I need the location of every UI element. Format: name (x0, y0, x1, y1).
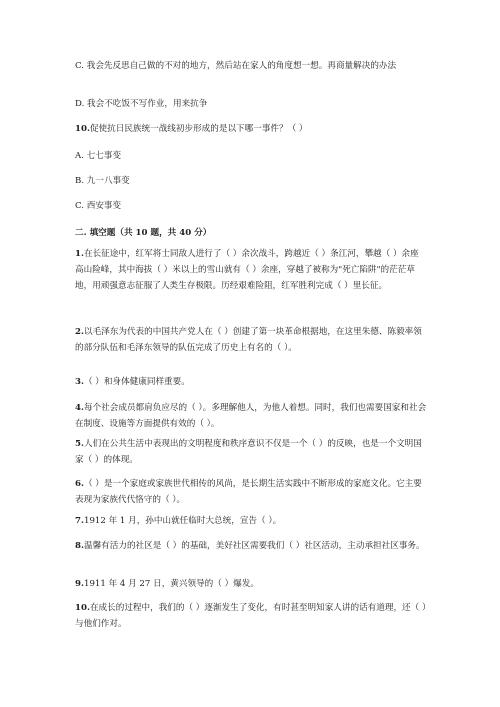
question-number: 9. (75, 579, 84, 589)
question-number: 6. (75, 479, 84, 489)
option-c-q10: C. 西安事变 (75, 201, 122, 211)
question-text: （ ）是一个家庭或家族世代相传的风尚，是长期生活实践中不断形成的家庭文化。它主要表现为家族代代恪守的（ ）。 (75, 479, 422, 505)
question-text: 每个社会成员都肩负应尽的（ ）。多理解他人，为他人着想。同时，我们也需要国家和社会在制度、设施等方面提供有效的（ ）。 (75, 403, 427, 429)
question-number: 5. (75, 439, 84, 449)
question-text: 促使抗日民族统一战线初步形成的是以下哪一事件？（ ） (89, 124, 308, 134)
question-10 (75, 121, 427, 137)
question-number: 3. (75, 377, 84, 387)
fill-question-9 (75, 576, 427, 592)
question-number: 10. (75, 603, 90, 613)
fill-question-1 (75, 246, 427, 294)
question-text: 在成长的过程中，我们的（ ）逐渐发生了变化，有时甚至明知家人讲的话有道理，还（ ）与他们作对。 (75, 603, 427, 629)
fill-question-8 (75, 538, 427, 554)
question-number: 1. (75, 249, 84, 259)
fill-question-10 (75, 600, 427, 632)
question-number: 8. (75, 541, 84, 551)
fill-question-4 (75, 400, 427, 432)
fill-question-2 (75, 324, 427, 356)
fill-question-7 (75, 513, 427, 529)
question-text: 1911 年 4 月 27 日，黄兴领导的（ ）爆发。 (83, 579, 259, 589)
question-number: 7. (75, 516, 84, 526)
question-text: 在长征途中，红军将士同敌人进行了（ ）余次战斗，跨越近（ ）条江河，攀越（ ）余座高山险峰，其中海拔（ ）米以上的雪山就有（ ）余座，穿越了被称为"死亡陷阱"的茫茫草地，用顽强意志征服了人类生存极限。历经艰难险阻，红军胜利完成（ ）里长征。 (75, 249, 419, 291)
option-c-q9: C. 我会先反思自己做的不对的地方，然后站在家人的角度想一想。再商量解决的办法 (75, 61, 397, 71)
option-d-q9: D. 我会不吃饭不写作业，用来抗争 (75, 99, 208, 109)
option-a-q10: A. 七七事变 (75, 151, 122, 161)
question-text: （ ）和身体健康同样重要。 (83, 377, 190, 387)
question-number: 4. (75, 403, 84, 413)
fill-question-3 (75, 374, 427, 390)
section-heading: 二. 填空题（共 10 题，共 40 分） (75, 228, 212, 238)
option-b-q10: B. 九一八事变 (75, 176, 130, 186)
question-text: 1912 年 1 月，孙中山就任临时大总统，宣告（ ）。 (83, 516, 282, 526)
question-text: 人们在公共生活中表现出的文明程度和秩序意识不仅是一个（ ）的反映，也是一个文明国家（ ）的体现。 (75, 439, 422, 465)
question-text: 以毛泽东为代表的中国共产党人在（ ）创建了第一块革命根据地，在这里朱德、陈毅率领的部分队伍和毛泽东领导的队伍完成了历史上有名的（ ）。 (75, 327, 422, 353)
fill-question-6 (75, 476, 427, 508)
question-text: 温馨有活力的社区是（ ）的基础，美好社区需要我们（ ）社区活动，主动承担社区事务。 (83, 541, 425, 551)
fill-question-5 (75, 436, 427, 468)
question-number: 10. (75, 124, 90, 134)
question-number: 2. (75, 327, 84, 337)
